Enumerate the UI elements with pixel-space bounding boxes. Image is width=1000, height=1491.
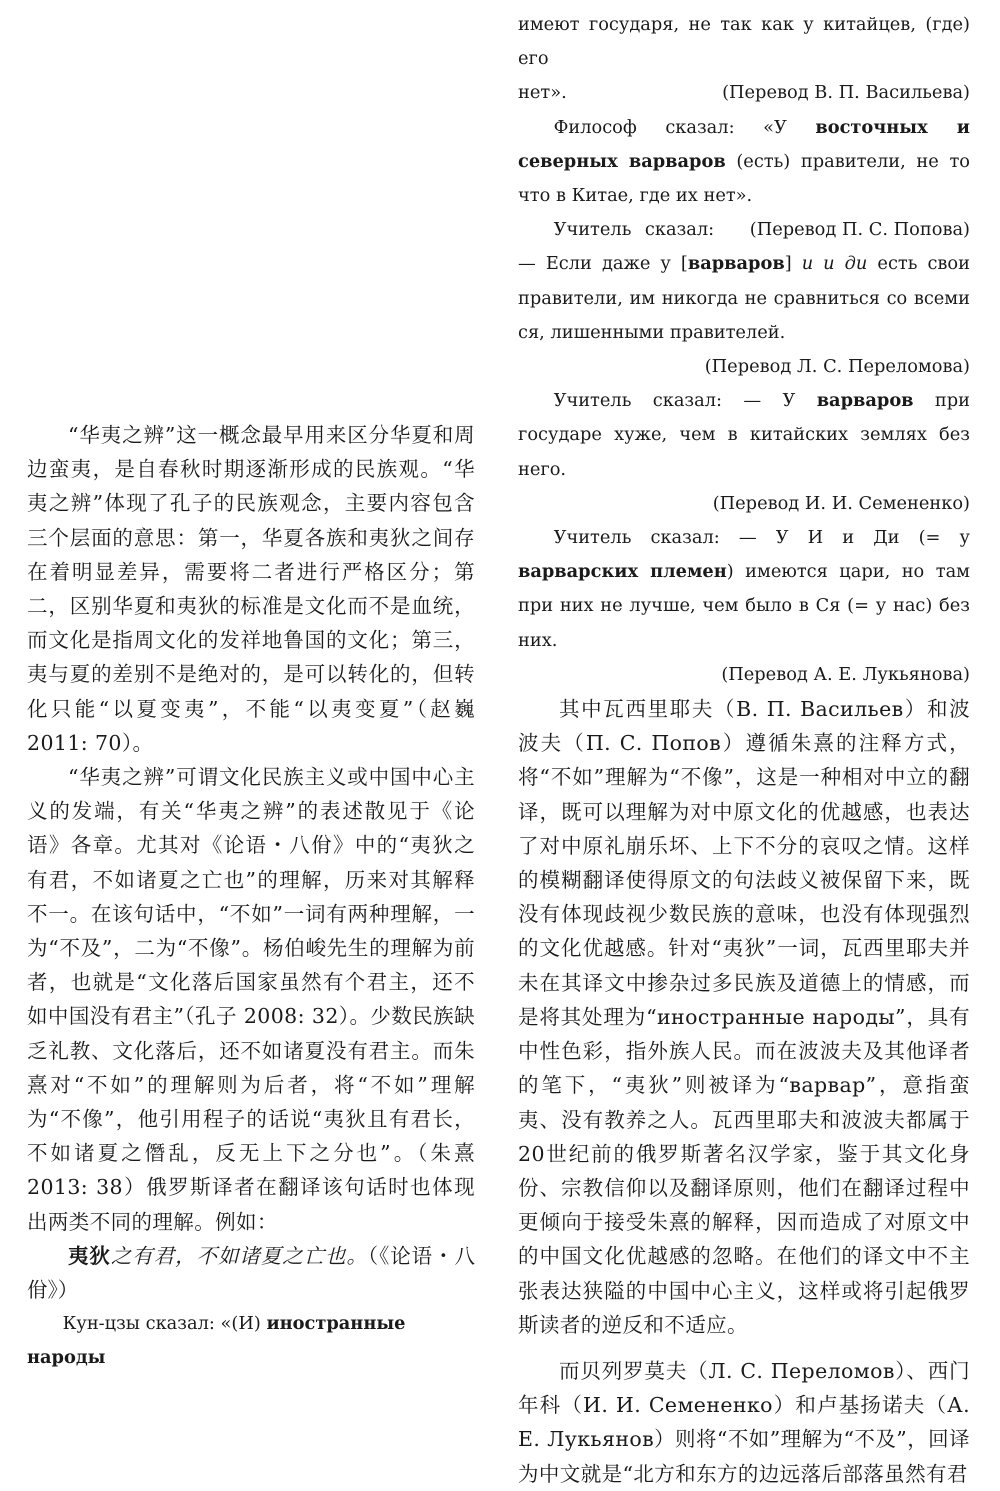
translation-vasiliev-start xyxy=(27,1307,475,1375)
translation-term: варварских племен xyxy=(518,561,727,583)
quote-source: （《论语・八佾》） xyxy=(27,1243,476,1303)
translator-credit: (Перевод П. С. Попова) xyxy=(749,219,970,241)
translator-credit: (Перевод А. Е. Лукьянова) xyxy=(721,663,970,685)
translation-term: варваров xyxy=(816,390,914,412)
translation-popov: Философ сказал: «У восточных и северных варваров (есть) правители, не то что в Китае, где их нет». (Перевод П. С. Попова) xyxy=(518,111,970,214)
translation-term: иностранные народы xyxy=(27,1313,406,1369)
translation-text: имеют государя, не так как у китайцев, (где) его xyxy=(518,14,970,70)
paragraph-huayi-concept: “华夷之辨”这一概念最早用来区分华夏和周边蛮夷，是自春秋时期逐渐形成的民族观。“华夷之辨”体现了孔子的民族观念，主要内容包含三个层面的意思：第一，华夏各族和夷狄之间存在着明显差异，需要将二者进行严格区分；第二，区别华夏和夷狄的标准是文化而不是血统，而文化是指周文化的发祥地鲁国的文化；第三，夷与夏的差别不是绝对的，是可以转化的，但转化只能“以夏变夷”，不能“以夷变夏”（赵巍 2011: 70）。 xyxy=(27,423,475,755)
translator-credit: (Перевод И. И. Семененко) xyxy=(712,492,970,514)
translation-term: восточных и северных варваров xyxy=(518,116,970,172)
translation-text: Кун-цзы сказал: «(И) xyxy=(62,1313,267,1335)
paragraph-huayi-analects: “华夷之辨”可谓文化民族主义或中国中心主义的发端，有关“华夷之辨”的表述散见于《论语》各章。尤其对《论语・八佾》中的“夷狄之有君，不如诸夏之亡也”的理解，历来对其解释不一。在该句话中，“不如”一词有两种理解，一为“不及”，二为“不像”。杨伯峻先生的理解为前者，也就是“文化落后国家虽然有个君主，还不如中国没有君主”（孔子 2008: 32）。少数民族缺乏礼教、文化落后，还不如诸夏没有君主。而朱熹对“不如”的理解则为后者，将“不如”理解为“不像”，他引用程子的话说“夷狄且有君长，不如诸夏之僭乱，反无上下之分也”。（朱熹 2013: 38）俄罗斯译者在翻译该句话时也体现出两类不同的理解。例如： xyxy=(27,765,475,1234)
paragraph-perelomov-analysis: 而贝列罗莫夫（Л. С. Переломов）、西门年科（И. И. Семененко）和卢基扬诺夫（А. Е. Лукьянов）则将“不如”理解为“不及”，回译为中文就是“北方和东方的边远落后部落虽然有君 xyxy=(518,1358,970,1486)
analects-quote xyxy=(27,1239,475,1307)
translator-credit: (Перевод Л. С. Переломова) xyxy=(704,356,970,378)
translation-text: нет». xyxy=(518,82,567,104)
translation-vasiliev-cont xyxy=(518,8,970,111)
translation-italic-term: и и ди xyxy=(801,253,868,275)
paragraph-vasiliev-popov-analysis: 其中瓦西里耶夫（В. П. Васильев）和波波夫（П. С. Попов）遵循朱熹的注释方式，将“不如”理解为“不像”，这是一种相对中立的翻译，既可以理解为对中原文化的优越感，也表达了对中原礼崩乐坏、上下不分的哀叹之情。这样的模糊翻译使得原文的句法歧义被保留下来，既没有体现歧视少数民族的意味，也没有体现强烈的文化优越感。针对“夷狄”一词，瓦西里耶夫并未在其译文中掺杂过多民族及道德上的情感，而是将其处理为“иностранные народы”，具有中性色彩，指外族人民。而在波波夫及其他译者的笔下，“夷狄”则被译为“варвар”，意指蛮夷、没有教养之人。瓦西里耶夫和波波夫都属于20世纪前的俄罗斯著名汉学家，鉴于其文化身份、宗教信仰以及翻译原则，他们在翻译过程中更倾向于接受朱熹的解释，因而造成了对原文中的中国文化优越感的忽略。在他们的译文中不主张表达狭隘的中国中心主义，这样或将引起俄罗斯读者的逆反和不适应。 xyxy=(518,697,970,1337)
translation-perelomov: Учитель сказал: — Если даже у [варваров] и и ди есть свои правители, им никогда не сравниться со всеми ся, лишенными правителей. xyxy=(518,219,970,343)
translation-term: варваров xyxy=(687,253,785,275)
left-column xyxy=(27,418,475,1376)
translation-semenenko: Учитель сказал: — У варваров при государе хуже, чем в китайских землях без него. xyxy=(518,390,970,480)
quote-term-yidi: 夷狄 xyxy=(68,1243,111,1268)
translation-lukyanov: Учитель сказал: — У И и Ди (= у варварских племен) имеются цари, но там при них не лучше, чем было в Ся (= у нас) без них. xyxy=(518,527,971,651)
quote-text: 之有君，不如诸夏之亡也。 xyxy=(110,1243,368,1268)
right-column xyxy=(518,8,970,1491)
translator-credit: (Перевод В. П. Васильева) xyxy=(722,82,970,104)
